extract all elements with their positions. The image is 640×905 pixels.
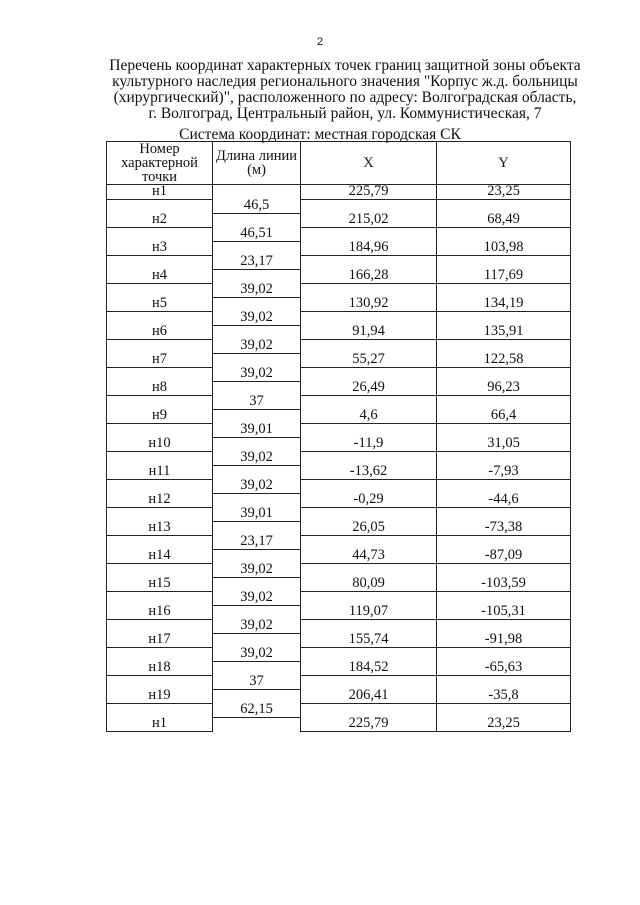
point-name-cell: н8: [107, 381, 213, 395]
x-cell: 130,92: [301, 297, 437, 311]
length-cell: 39,01: [213, 423, 301, 437]
point-name-cell: н1: [107, 185, 213, 200]
point-name-cell: н17: [107, 633, 213, 647]
length-cell: 39,02: [213, 563, 301, 577]
x-cell: 26,49: [301, 381, 437, 395]
point-name-cell: н2: [107, 213, 213, 227]
table-body: [107, 185, 571, 732]
table-row-point: [107, 297, 571, 311]
y-cell: 66,4: [437, 409, 571, 423]
y-cell: 103,98: [437, 241, 571, 255]
title-line: (хирургический)", расположенного по адресу: Волгоградская область,: [113, 89, 577, 106]
point-name-cell: н14: [107, 549, 213, 563]
table-header-row: [107, 142, 571, 185]
length-cell: 37: [213, 395, 301, 409]
length-cell: 62,15: [213, 703, 301, 717]
title-line: культурного наследия регионального значения "Корпус ж.д. больницы: [112, 73, 578, 90]
table-row-point: [107, 521, 571, 535]
table-row-point: [107, 689, 571, 703]
header-x: X: [301, 142, 437, 185]
coordinate-system-label: Система координат: местная городская СК: [179, 126, 461, 143]
point-name-cell: н19: [107, 689, 213, 703]
table-row-point: [107, 241, 571, 255]
title-line: г. Волгоград, Центральный район, ул. Коммунистическая, 7: [148, 105, 542, 122]
point-name-cell: н10: [107, 437, 213, 451]
table-row-point: [107, 437, 571, 451]
y-cell: -105,31: [437, 605, 571, 619]
table-row-point: [107, 549, 571, 563]
point-name-cell: н12: [107, 493, 213, 507]
x-cell: 119,07: [301, 605, 437, 619]
table-row-point: [107, 353, 571, 367]
x-cell: 80,09: [301, 577, 437, 591]
y-cell: -7,93: [437, 465, 571, 479]
x-cell: 91,94: [301, 325, 437, 339]
length-cell: 39,02: [213, 479, 301, 493]
y-cell: -103,59: [437, 577, 571, 591]
x-cell: -0,29: [301, 493, 437, 507]
length-cell: 39,02: [213, 283, 301, 297]
x-cell: 44,73: [301, 549, 437, 563]
table-row-point: [107, 381, 571, 395]
y-cell: 68,49: [437, 213, 571, 227]
y-cell: 134,19: [437, 297, 571, 311]
x-cell: 206,41: [301, 689, 437, 703]
y-cell: 117,69: [437, 269, 571, 283]
table-row-point: [107, 325, 571, 339]
point-name-cell: н15: [107, 577, 213, 591]
y-cell: 135,91: [437, 325, 571, 339]
header-y: Y: [437, 142, 571, 185]
length-cell: 39,02: [213, 367, 301, 381]
point-name-cell: н9: [107, 409, 213, 423]
table-row-point: [107, 465, 571, 479]
length-cell: 39,02: [213, 311, 301, 325]
document-title: [105, 58, 585, 122]
y-cell: 122,58: [437, 353, 571, 367]
point-name-cell: н13: [107, 521, 213, 535]
x-cell: 184,96: [301, 241, 437, 255]
length-cell: 46,5: [213, 199, 301, 213]
x-cell: 215,02: [301, 213, 437, 227]
table-row-point: [107, 717, 571, 731]
point-name-cell: н3: [107, 241, 213, 255]
table-row-point: [107, 661, 571, 675]
x-cell: -11,9: [301, 437, 437, 451]
page-number: 2: [316, 36, 324, 48]
point-name-cell: н6: [107, 325, 213, 339]
title-line: Перечень координат характерных точек границ защитной зоны объекта: [109, 57, 581, 74]
table-row-point: [107, 269, 571, 283]
header-point-number: Номер характерной точки: [107, 142, 213, 185]
length-cell: 39,02: [213, 451, 301, 465]
x-cell: -13,62: [301, 465, 437, 479]
point-name-cell: н16: [107, 605, 213, 619]
point-name-cell: н18: [107, 661, 213, 675]
point-name-cell: н7: [107, 353, 213, 367]
y-cell: 23,25: [437, 717, 571, 731]
length-cell: 23,17: [213, 255, 301, 269]
table-row-point: [107, 185, 571, 200]
length-cell-empty: [213, 717, 301, 731]
x-cell: 155,74: [301, 633, 437, 647]
table-row-point: [107, 605, 571, 619]
header-line-length: Длина линии (м): [213, 142, 301, 185]
x-cell: 225,79: [301, 185, 437, 200]
y-cell: -65,63: [437, 661, 571, 675]
length-cell: 37: [213, 675, 301, 689]
y-cell: 31,05: [437, 437, 571, 451]
y-cell: 96,23: [437, 381, 571, 395]
x-cell: 184,52: [301, 661, 437, 675]
point-name-cell: н1: [107, 717, 213, 731]
length-cell: 39,01: [213, 507, 301, 521]
x-cell: 166,28: [301, 269, 437, 283]
table-row-point: [107, 409, 571, 423]
table-row-point: [107, 213, 571, 227]
point-name-cell: н4: [107, 269, 213, 283]
point-name-cell: н5: [107, 297, 213, 311]
x-cell: 225,79: [301, 717, 437, 731]
point-name-cell: н11: [107, 465, 213, 479]
x-cell: 4,6: [301, 409, 437, 423]
y-cell: -35,8: [437, 689, 571, 703]
table-row-point: [107, 493, 571, 507]
table-row-point: [107, 633, 571, 647]
x-cell: 55,27: [301, 353, 437, 367]
table-row-point: [107, 577, 571, 591]
y-cell: -87,09: [437, 549, 571, 563]
coordinates-table: [106, 141, 571, 732]
y-cell: -73,38: [437, 521, 571, 535]
length-cell: 39,02: [213, 647, 301, 661]
y-cell: -91,98: [437, 633, 571, 647]
y-cell: -44,6: [437, 493, 571, 507]
length-cell: 46,51: [213, 227, 301, 241]
length-cell: 23,17: [213, 535, 301, 549]
length-cell: 39,02: [213, 591, 301, 605]
length-cell: 39,02: [213, 339, 301, 353]
x-cell: 26,05: [301, 521, 437, 535]
length-cell: 39,02: [213, 619, 301, 633]
y-cell: 23,25: [437, 185, 571, 200]
